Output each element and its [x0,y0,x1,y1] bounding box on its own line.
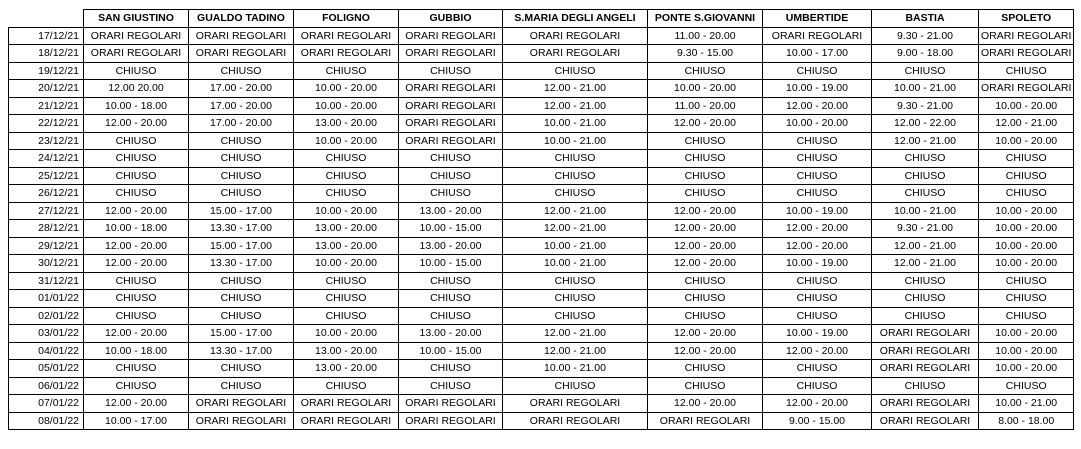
hours-cell: CHIUSO [503,185,648,203]
hours-cell: CHIUSO [84,167,189,185]
hours-cell: ORARI REGOLARI [399,115,503,133]
hours-cell: CHIUSO [648,307,763,325]
hours-cell: 10.00 - 20.00 [294,255,399,273]
column-header-location: FOLIGNO [294,10,399,28]
hours-cell: CHIUSO [979,185,1074,203]
hours-cell: 12.00 - 20.00 [763,395,872,413]
hours-cell: 11.00 - 20.00 [648,27,763,45]
hours-cell: 10.00 - 19.00 [763,255,872,273]
hours-cell: CHIUSO [189,132,294,150]
hours-cell: CHIUSO [189,290,294,308]
hours-cell: CHIUSO [294,185,399,203]
row-date: 04/01/22 [9,342,84,360]
hours-cell: 12.00 - 21.00 [503,202,648,220]
hours-cell: 9.00 - 18.00 [872,45,979,63]
hours-cell: CHIUSO [189,167,294,185]
table-row [9,290,1074,308]
hours-cell: CHIUSO [84,132,189,150]
hours-cell: 13.00 - 20.00 [399,202,503,220]
hours-cell: 12.00 - 20.00 [648,342,763,360]
hours-cell: CHIUSO [872,377,979,395]
column-header-location: GUBBIO [399,10,503,28]
column-header-location: UMBERTIDE [763,10,872,28]
row-date: 23/12/21 [9,132,84,150]
hours-cell: CHIUSO [979,167,1074,185]
hours-cell: 10.00 - 20.00 [294,202,399,220]
hours-cell: 12.00 - 21.00 [872,255,979,273]
hours-cell: 10.00 - 20.00 [648,80,763,98]
hours-cell: 10.00 - 20.00 [979,220,1074,238]
hours-cell: CHIUSO [872,307,979,325]
hours-cell: 12.00 - 20.00 [648,237,763,255]
hours-cell: 10.00 - 20.00 [294,97,399,115]
hours-cell: CHIUSO [503,150,648,168]
hours-cell: 12.00 - 21.00 [979,115,1074,133]
hours-cell: 11.00 - 20.00 [648,97,763,115]
table-row [9,325,1074,343]
hours-cell: CHIUSO [503,62,648,80]
hours-cell: CHIUSO [763,307,872,325]
hours-cell: 10.00 - 17.00 [84,412,189,430]
hours-cell: ORARI REGOLARI [979,45,1074,63]
table-row [9,255,1074,273]
table-body [9,27,1074,430]
column-header-location: PONTE S.GIOVANNI [648,10,763,28]
row-date: 26/12/21 [9,185,84,203]
hours-cell: CHIUSO [399,290,503,308]
hours-cell: 10.00 - 20.00 [979,97,1074,115]
hours-cell: ORARI REGOLARI [503,27,648,45]
hours-cell: 12.00 - 20.00 [84,395,189,413]
table-row [9,237,1074,255]
hours-cell: 12.00 - 20.00 [84,255,189,273]
table-row [9,45,1074,63]
hours-cell: ORARI REGOLARI [872,395,979,413]
hours-cell: 10.00 - 20.00 [763,115,872,133]
hours-cell: CHIUSO [294,290,399,308]
hours-cell: 12.00 - 20.00 [763,342,872,360]
hours-cell: CHIUSO [294,62,399,80]
hours-cell: CHIUSO [763,290,872,308]
hours-cell: ORARI REGOLARI [399,412,503,430]
hours-cell: CHIUSO [763,132,872,150]
hours-cell: CHIUSO [399,307,503,325]
hours-cell: 12.00 - 20.00 [84,115,189,133]
hours-cell: ORARI REGOLARI [399,395,503,413]
hours-cell: ORARI REGOLARI [294,27,399,45]
hours-cell: 17.00 - 20.00 [189,115,294,133]
row-date: 05/01/22 [9,360,84,378]
hours-cell: 10.00 - 21.00 [979,395,1074,413]
hours-cell: CHIUSO [503,307,648,325]
hours-cell: CHIUSO [84,307,189,325]
hours-cell: 12.00 - 20.00 [763,220,872,238]
hours-cell: CHIUSO [872,272,979,290]
hours-cell: 9.00 - 15.00 [763,412,872,430]
hours-cell: ORARI REGOLARI [872,412,979,430]
hours-cell: 12.00 - 21.00 [503,97,648,115]
hours-cell: CHIUSO [189,307,294,325]
hours-cell: 10.00 - 15.00 [399,220,503,238]
hours-cell: CHIUSO [399,185,503,203]
hours-cell: 10.00 - 15.00 [399,342,503,360]
table-row [9,342,1074,360]
hours-cell: CHIUSO [189,150,294,168]
hours-cell: 10.00 - 19.00 [763,80,872,98]
hours-cell: ORARI REGOLARI [399,97,503,115]
hours-cell: 10.00 - 20.00 [294,325,399,343]
hours-cell: ORARI REGOLARI [503,395,648,413]
hours-cell: ORARI REGOLARI [503,45,648,63]
table-row [9,115,1074,133]
column-header-location: BASTIA [872,10,979,28]
hours-cell: CHIUSO [189,272,294,290]
hours-cell: 13.30 - 17.00 [189,220,294,238]
header-row [9,10,1074,28]
hours-cell: CHIUSO [189,62,294,80]
hours-cell: CHIUSO [648,290,763,308]
row-date: 21/12/21 [9,97,84,115]
row-date: 02/01/22 [9,307,84,325]
hours-cell: 10.00 - 17.00 [763,45,872,63]
hours-cell: CHIUSO [399,272,503,290]
hours-cell: CHIUSO [84,290,189,308]
hours-cell: 12.00 20.00 [84,80,189,98]
hours-cell: 12.00 - 20.00 [648,202,763,220]
hours-cell: ORARI REGOLARI [189,27,294,45]
hours-cell: 10.00 - 18.00 [84,220,189,238]
hours-cell: ORARI REGOLARI [979,27,1074,45]
hours-cell: 17.00 - 20.00 [189,97,294,115]
hours-cell: CHIUSO [648,62,763,80]
hours-cell: CHIUSO [84,377,189,395]
table-row [9,360,1074,378]
hours-cell: 9.30 - 21.00 [872,27,979,45]
hours-cell: ORARI REGOLARI [84,45,189,63]
table-row [9,80,1074,98]
hours-cell: CHIUSO [648,185,763,203]
hours-cell: CHIUSO [294,167,399,185]
row-date: 24/12/21 [9,150,84,168]
table-row [9,202,1074,220]
hours-cell: ORARI REGOLARI [763,27,872,45]
hours-cell: 10.00 - 18.00 [84,342,189,360]
table-row [9,307,1074,325]
hours-cell: 10.00 - 21.00 [872,80,979,98]
row-date: 27/12/21 [9,202,84,220]
hours-cell: CHIUSO [648,150,763,168]
row-date: 01/01/22 [9,290,84,308]
hours-cell: CHIUSO [979,307,1074,325]
hours-cell: 8.00 - 18.00 [979,412,1074,430]
hours-cell: ORARI REGOLARI [503,412,648,430]
hours-cell: CHIUSO [648,132,763,150]
hours-cell: 10.00 - 19.00 [763,202,872,220]
hours-cell: 12.00 - 20.00 [84,202,189,220]
hours-cell: 13.00 - 20.00 [399,237,503,255]
hours-cell: 10.00 - 21.00 [503,255,648,273]
hours-cell: CHIUSO [399,62,503,80]
hours-cell: CHIUSO [763,360,872,378]
hours-cell: ORARI REGOLARI [189,45,294,63]
hours-cell: 15.00 - 17.00 [189,202,294,220]
table-row [9,377,1074,395]
hours-cell: CHIUSO [294,307,399,325]
hours-cell: 12.00 - 21.00 [503,80,648,98]
hours-cell: 17.00 - 20.00 [189,80,294,98]
hours-cell: 12.00 - 21.00 [872,237,979,255]
hours-cell: CHIUSO [399,377,503,395]
row-date: 18/12/21 [9,45,84,63]
row-date: 17/12/21 [9,27,84,45]
hours-cell: ORARI REGOLARI [294,45,399,63]
hours-cell: ORARI REGOLARI [189,395,294,413]
hours-cell: CHIUSO [84,185,189,203]
row-date: 07/01/22 [9,395,84,413]
column-header-location: SAN GIUSTINO [84,10,189,28]
hours-cell: CHIUSO [872,62,979,80]
hours-cell: CHIUSO [503,290,648,308]
hours-cell: CHIUSO [872,150,979,168]
hours-cell: 10.00 - 21.00 [503,360,648,378]
hours-cell: ORARI REGOLARI [399,132,503,150]
hours-cell: CHIUSO [979,272,1074,290]
hours-cell: 10.00 - 20.00 [979,325,1074,343]
hours-cell: 10.00 - 15.00 [399,255,503,273]
row-date: 22/12/21 [9,115,84,133]
table-row [9,97,1074,115]
hours-cell: 13.00 - 20.00 [294,220,399,238]
hours-cell: CHIUSO [763,167,872,185]
hours-cell: CHIUSO [872,290,979,308]
hours-cell: ORARI REGOLARI [84,27,189,45]
hours-cell: ORARI REGOLARI [872,360,979,378]
hours-cell: 15.00 - 17.00 [189,325,294,343]
hours-cell: 10.00 - 20.00 [979,360,1074,378]
hours-cell: ORARI REGOLARI [189,412,294,430]
hours-cell: CHIUSO [763,377,872,395]
hours-cell: 10.00 - 20.00 [294,80,399,98]
hours-cell: CHIUSO [84,62,189,80]
hours-cell: CHIUSO [763,150,872,168]
hours-cell: 10.00 - 18.00 [84,97,189,115]
hours-cell: CHIUSO [399,167,503,185]
column-header-location: SPOLETO [979,10,1074,28]
hours-cell: 12.00 - 20.00 [84,325,189,343]
hours-cell: CHIUSO [189,360,294,378]
hours-cell: 10.00 - 20.00 [979,342,1074,360]
hours-cell: 10.00 - 20.00 [979,202,1074,220]
hours-cell: 13.00 - 20.00 [294,360,399,378]
hours-cell: CHIUSO [503,167,648,185]
column-header-location: GUALDO TADINO [189,10,294,28]
hours-cell: CHIUSO [399,360,503,378]
hours-cell: 9.30 - 21.00 [872,220,979,238]
hours-cell: CHIUSO [84,360,189,378]
header-corner [9,10,84,28]
hours-cell: CHIUSO [872,167,979,185]
hours-cell: CHIUSO [84,150,189,168]
hours-cell: CHIUSO [763,62,872,80]
hours-cell: CHIUSO [763,185,872,203]
hours-cell: CHIUSO [979,377,1074,395]
table-row [9,27,1074,45]
hours-cell: CHIUSO [189,185,294,203]
hours-cell: ORARI REGOLARI [399,27,503,45]
hours-cell: 13.00 - 20.00 [399,325,503,343]
hours-cell: 12.00 - 21.00 [503,342,648,360]
opening-hours-table [8,9,1074,430]
column-header-location: S.MARIA DEGLI ANGELI [503,10,648,28]
hours-cell: 10.00 - 21.00 [503,115,648,133]
hours-cell: ORARI REGOLARI [872,325,979,343]
hours-cell: 13.00 - 20.00 [294,115,399,133]
hours-cell: 10.00 - 20.00 [979,255,1074,273]
hours-cell: 10.00 - 21.00 [503,237,648,255]
hours-cell: 12.00 - 21.00 [872,132,979,150]
hours-cell: 13.00 - 20.00 [294,237,399,255]
table-row [9,150,1074,168]
table-row [9,220,1074,238]
row-date: 28/12/21 [9,220,84,238]
hours-cell: 12.00 - 20.00 [648,395,763,413]
hours-cell: CHIUSO [648,360,763,378]
table-row [9,272,1074,290]
hours-cell: CHIUSO [648,377,763,395]
hours-cell: CHIUSO [872,185,979,203]
hours-cell: 10.00 - 19.00 [763,325,872,343]
hours-cell: CHIUSO [189,377,294,395]
hours-cell: CHIUSO [294,272,399,290]
hours-cell: ORARI REGOLARI [399,80,503,98]
hours-cell: CHIUSO [294,150,399,168]
hours-cell: CHIUSO [979,62,1074,80]
hours-cell: 12.00 - 20.00 [648,325,763,343]
hours-cell: 9.30 - 15.00 [648,45,763,63]
row-date: 08/01/22 [9,412,84,430]
table-row [9,167,1074,185]
hours-cell: ORARI REGOLARI [294,412,399,430]
hours-cell: CHIUSO [979,290,1074,308]
hours-cell: 15.00 - 17.00 [189,237,294,255]
hours-cell: 13.30 - 17.00 [189,255,294,273]
hours-cell: 13.00 - 20.00 [294,342,399,360]
hours-cell: 12.00 - 20.00 [648,115,763,133]
hours-cell: CHIUSO [763,272,872,290]
hours-cell: CHIUSO [979,150,1074,168]
hours-cell: CHIUSO [648,167,763,185]
hours-cell: 12.00 - 22.00 [872,115,979,133]
hours-cell: ORARI REGOLARI [648,412,763,430]
hours-cell: 12.00 - 20.00 [648,255,763,273]
hours-cell: CHIUSO [503,272,648,290]
hours-cell: 10.00 - 20.00 [979,132,1074,150]
row-date: 25/12/21 [9,167,84,185]
hours-cell: ORARI REGOLARI [872,342,979,360]
hours-cell: 12.00 - 21.00 [503,325,648,343]
hours-cell: ORARI REGOLARI [399,45,503,63]
hours-cell: CHIUSO [399,150,503,168]
row-date: 30/12/21 [9,255,84,273]
hours-cell: 12.00 - 20.00 [763,237,872,255]
hours-cell: 9.30 - 21.00 [872,97,979,115]
hours-cell: 10.00 - 20.00 [979,237,1074,255]
hours-cell: CHIUSO [84,272,189,290]
table-row [9,395,1074,413]
hours-cell: 13.30 - 17.00 [189,342,294,360]
hours-cell: ORARI REGOLARI [979,80,1074,98]
hours-cell: 12.00 - 20.00 [648,220,763,238]
hours-cell: 12.00 - 20.00 [763,97,872,115]
row-date: 03/01/22 [9,325,84,343]
hours-cell: 10.00 - 21.00 [503,132,648,150]
row-date: 20/12/21 [9,80,84,98]
hours-cell: 12.00 - 20.00 [84,237,189,255]
hours-cell: CHIUSO [294,377,399,395]
hours-cell: 10.00 - 20.00 [294,132,399,150]
row-date: 06/01/22 [9,377,84,395]
row-date: 29/12/21 [9,237,84,255]
table-row [9,412,1074,430]
row-date: 19/12/21 [9,62,84,80]
row-date: 31/12/21 [9,272,84,290]
hours-cell: 12.00 - 21.00 [503,220,648,238]
table-row [9,132,1074,150]
table-row [9,62,1074,80]
table-row [9,185,1074,203]
hours-cell: CHIUSO [503,377,648,395]
hours-cell: 10.00 - 21.00 [872,202,979,220]
hours-cell: CHIUSO [648,272,763,290]
hours-cell: ORARI REGOLARI [294,395,399,413]
